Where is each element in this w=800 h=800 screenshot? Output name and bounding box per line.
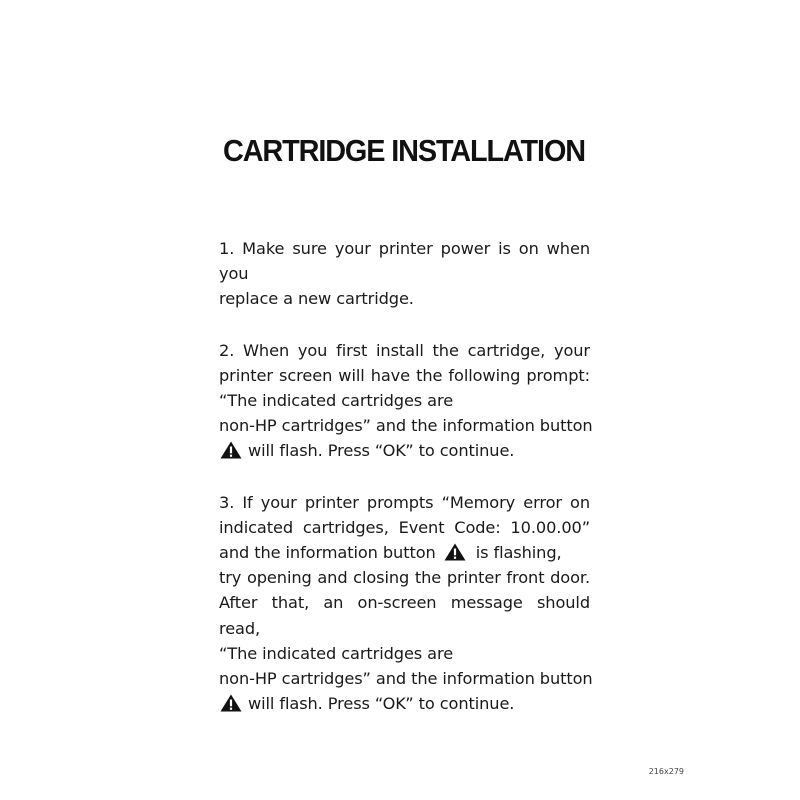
step-line-text: is flashing, [475, 543, 562, 563]
page-size-label: 216x279 [648, 767, 684, 776]
step-line: “The indicated cartridges are [219, 643, 454, 663]
warning-triangle-icon [220, 694, 242, 712]
step-line-text: and the information button [219, 543, 436, 563]
step-line: printer screen will have the following prompt: [219, 365, 590, 385]
step-2 [219, 338, 593, 464]
step-line: indicated cartridges, Event Code: 10.00.00” [219, 517, 590, 537]
step-line: 1. Make sure your printer power is on when you [219, 239, 590, 284]
page-title: CARTRIDGE INSTALLATION [223, 133, 585, 168]
step-line [219, 691, 590, 716]
step-line: try opening and closing the printer front door. [219, 568, 590, 588]
step-line: 2. When you first install the cartridge, your [219, 340, 590, 360]
step-line: “The indicated cartridges are [219, 391, 454, 411]
step-line: non-HP cartridges” and the information button [219, 416, 593, 436]
step-line: 3. If your printer prompts “Memory error on [219, 492, 590, 512]
instructions-body [219, 236, 593, 742]
step-3 [219, 490, 593, 717]
step-line: replace a new cartridge. [219, 289, 414, 309]
step-line [219, 438, 590, 463]
step-line: non-HP cartridges” and the information button [219, 669, 593, 689]
step-line: After that, an on-screen message should read, [219, 593, 590, 638]
step-line-text: will flash. Press “OK” to continue. [248, 441, 515, 461]
warning-triangle-icon [444, 543, 466, 561]
step-line-text: will flash. Press “OK” to continue. [248, 694, 515, 714]
step-line [219, 540, 590, 565]
step-1 [219, 236, 590, 312]
warning-triangle-icon [220, 441, 242, 459]
